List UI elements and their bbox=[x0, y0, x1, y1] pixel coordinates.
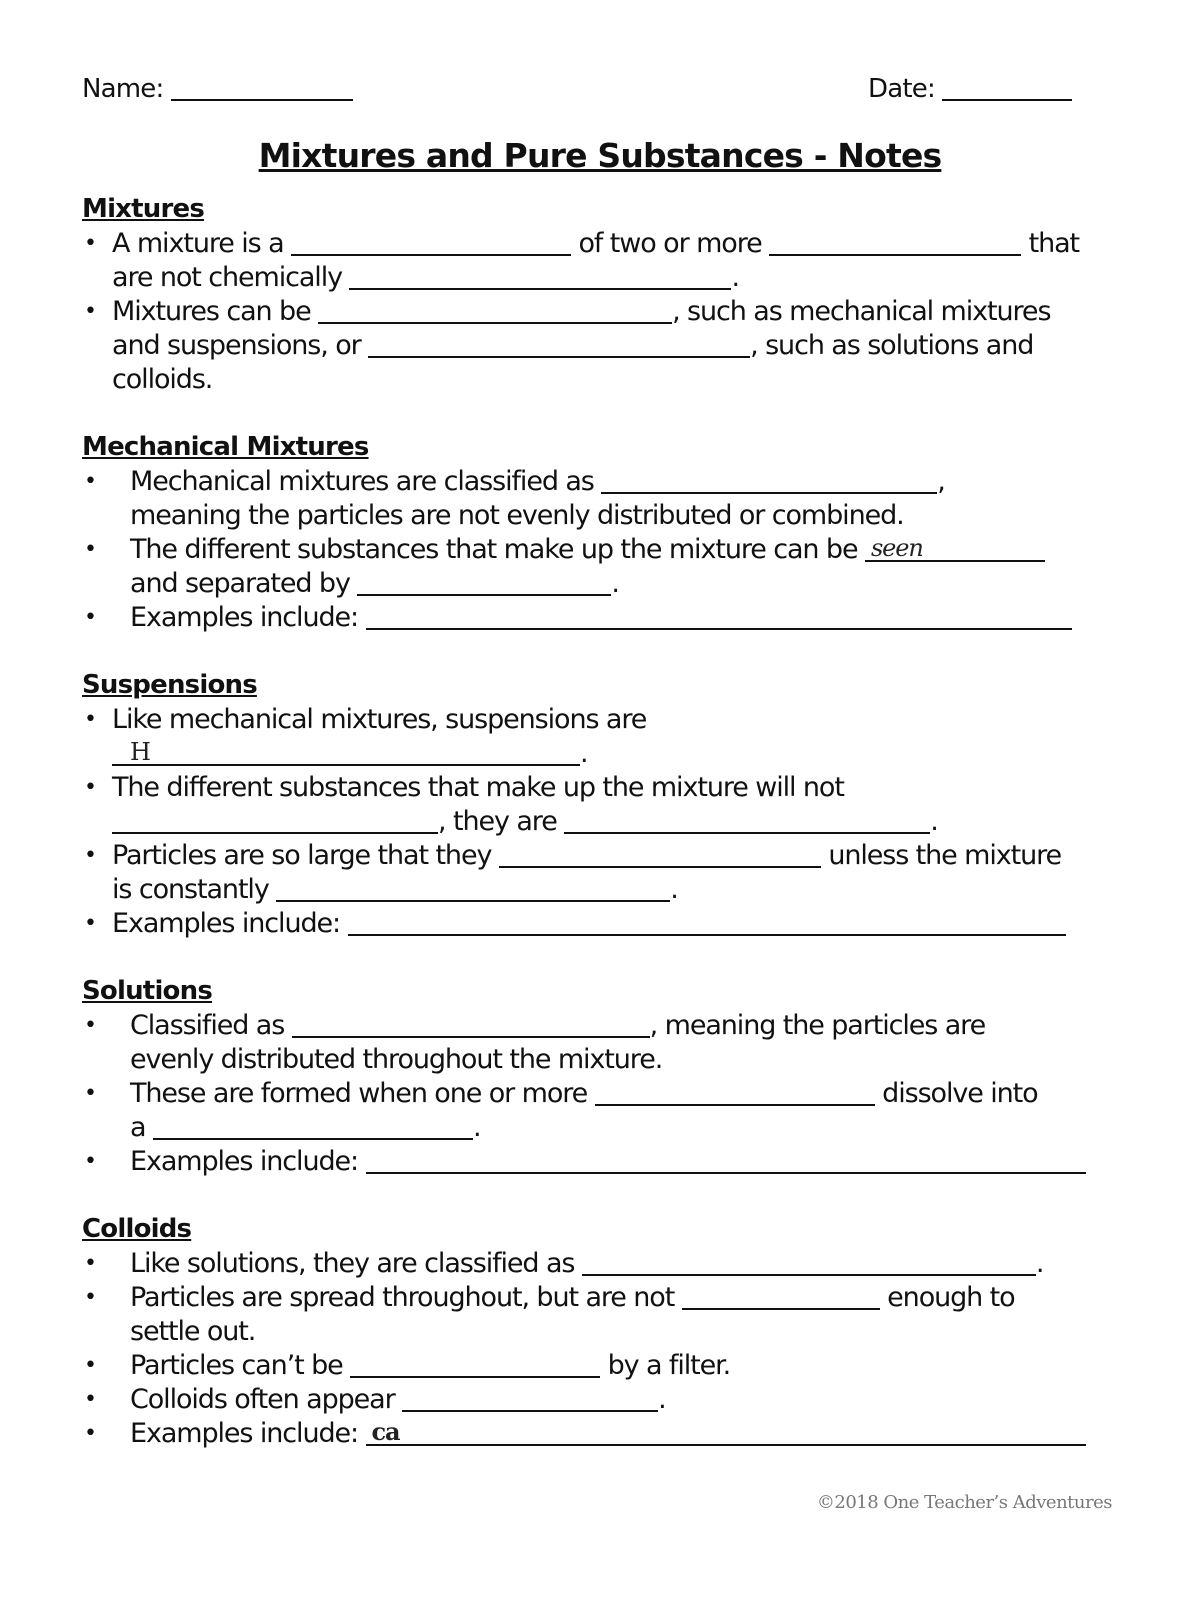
text: and suspensions, or bbox=[112, 330, 361, 361]
section-heading-suspensions: Suspensions bbox=[82, 670, 257, 700]
name-label: Name: bbox=[82, 74, 164, 104]
mixtures-b2-line2 bbox=[112, 330, 1033, 362]
copyright-footer: ©2018 One Teacher’s Adventures bbox=[816, 1492, 1112, 1513]
text: Mechanical mixtures are classified as bbox=[130, 466, 594, 497]
text: , such as mechanical mixtures bbox=[672, 296, 1051, 327]
solutions-b3 bbox=[130, 1146, 1086, 1178]
text: by a filter. bbox=[607, 1350, 731, 1381]
mixtures-b2-line1 bbox=[112, 296, 1050, 328]
blank-field[interactable] bbox=[112, 740, 580, 766]
text: . bbox=[930, 806, 938, 837]
text: . bbox=[731, 262, 739, 293]
mixtures-b1-line1 bbox=[112, 228, 1079, 260]
mechanical-b2-line1 bbox=[130, 534, 1045, 566]
section-heading-mixtures: Mixtures bbox=[82, 194, 205, 224]
text: Particles are spread throughout, but are not bbox=[130, 1282, 675, 1313]
mechanical-b2-line2 bbox=[130, 568, 619, 600]
text: Particles can’t be bbox=[130, 1350, 343, 1381]
colloids-b4 bbox=[130, 1384, 666, 1416]
mixtures-b2-line3: colloids. bbox=[112, 364, 213, 395]
bullet-icon: • bbox=[84, 299, 97, 324]
handwritten-answer: seen bbox=[870, 534, 923, 562]
blank-field[interactable] bbox=[366, 1148, 1086, 1174]
suspensions-b3-line1 bbox=[112, 840, 1061, 872]
section-heading-mechanical-mixtures: Mechanical Mixtures bbox=[82, 432, 369, 462]
text: Like solutions, they are classified as bbox=[130, 1248, 575, 1279]
text: and separated by bbox=[130, 568, 350, 599]
bullet-icon: • bbox=[84, 1149, 97, 1174]
mechanical-b1-line2: meaning the particles are not evenly distributed or combined. bbox=[130, 500, 904, 531]
bullet-icon: • bbox=[84, 775, 97, 800]
text: Mixtures can be bbox=[112, 296, 311, 327]
blank-field[interactable] bbox=[366, 1417, 1086, 1446]
section-heading-solutions: Solutions bbox=[82, 976, 212, 1006]
blank-field[interactable] bbox=[153, 1114, 473, 1140]
blank-field[interactable] bbox=[276, 876, 670, 902]
text: are not chemically bbox=[112, 262, 342, 293]
colloids-b5 bbox=[130, 1418, 1086, 1450]
blank-field[interactable] bbox=[112, 808, 438, 834]
solutions-b2-line1 bbox=[130, 1078, 1038, 1110]
text: , bbox=[937, 466, 945, 497]
solutions-b1-line2: evenly distributed throughout the mixture. bbox=[130, 1044, 663, 1075]
page-title: Mixtures and Pure Substances - Notes bbox=[258, 136, 942, 175]
blank-field[interactable] bbox=[601, 468, 937, 494]
blank-field[interactable] bbox=[292, 1012, 650, 1038]
text: , meaning the particles are bbox=[649, 1010, 986, 1041]
text: of two or more bbox=[578, 228, 762, 259]
colloids-b2-line1 bbox=[130, 1282, 1015, 1314]
name-blank[interactable] bbox=[171, 75, 353, 101]
bullet-icon: • bbox=[84, 1353, 97, 1378]
blank-field[interactable] bbox=[357, 570, 611, 596]
mixtures-b1-line2 bbox=[112, 262, 739, 294]
bullet-icon: • bbox=[84, 911, 97, 936]
text: that bbox=[1028, 228, 1080, 259]
text: , they are bbox=[438, 806, 557, 837]
blank-field[interactable] bbox=[368, 332, 750, 358]
name-row bbox=[82, 74, 353, 104]
handwritten-answer: ca bbox=[371, 1417, 400, 1446]
blank-field[interactable] bbox=[582, 1250, 1036, 1276]
text: These are formed when one or more bbox=[130, 1078, 588, 1109]
blank-field[interactable] bbox=[291, 230, 571, 256]
text: Classified as bbox=[130, 1010, 285, 1041]
colloids-b2-line2: settle out. bbox=[130, 1316, 256, 1347]
text: enough to bbox=[887, 1282, 1015, 1313]
text: Colloids often appear bbox=[130, 1384, 395, 1415]
suspensions-b1-line1: Like mechanical mixtures, suspensions are bbox=[112, 704, 647, 735]
blank-field[interactable] bbox=[564, 808, 930, 834]
text: dissolve into bbox=[882, 1078, 1038, 1109]
bullet-icon: • bbox=[84, 1013, 97, 1038]
mechanical-b1-line1 bbox=[130, 466, 945, 498]
blank-field[interactable] bbox=[366, 604, 1072, 630]
bullet-icon: • bbox=[84, 1285, 97, 1310]
blank-field[interactable] bbox=[499, 842, 821, 868]
suspensions-b2-line2 bbox=[112, 806, 938, 838]
text: a bbox=[130, 1112, 146, 1143]
text: . bbox=[611, 568, 619, 599]
blank-field[interactable] bbox=[349, 264, 731, 290]
text: Examples include: bbox=[112, 908, 341, 939]
text: The different substances that make up the mixture can be bbox=[130, 534, 858, 565]
bullet-icon: • bbox=[84, 1251, 97, 1276]
solutions-b2-line2 bbox=[130, 1112, 480, 1144]
bullet-icon: • bbox=[84, 707, 97, 732]
blank-field[interactable] bbox=[402, 1386, 658, 1412]
text: . bbox=[670, 874, 678, 905]
bullet-icon: • bbox=[84, 469, 97, 494]
blank-field[interactable] bbox=[318, 298, 672, 324]
blank-field[interactable] bbox=[350, 1352, 600, 1378]
suspensions-b2-line1: The different substances that make up the mixture will not bbox=[112, 772, 844, 803]
text: Particles are so large that they bbox=[112, 840, 492, 871]
text: . bbox=[1035, 1248, 1044, 1279]
bullet-icon: • bbox=[84, 605, 97, 630]
text: , such as solutions and bbox=[750, 330, 1034, 361]
suspensions-b3-line2 bbox=[112, 874, 678, 906]
solutions-b1-line1 bbox=[130, 1010, 985, 1042]
suspensions-b4 bbox=[112, 908, 1066, 940]
text: . bbox=[658, 1384, 666, 1415]
blank-field[interactable] bbox=[682, 1284, 880, 1310]
handwritten-answer: H bbox=[130, 738, 150, 766]
text: . bbox=[472, 1112, 481, 1143]
text: is constantly bbox=[112, 874, 269, 905]
date-blank[interactable] bbox=[942, 75, 1072, 101]
bullet-icon: • bbox=[84, 1081, 97, 1106]
text: A mixture is a bbox=[112, 228, 284, 259]
blank-field[interactable] bbox=[865, 536, 1045, 562]
date-label: Date: bbox=[868, 74, 935, 104]
text: unless the mixture bbox=[828, 840, 1062, 871]
blank-field[interactable] bbox=[769, 230, 1021, 256]
text: Examples include: bbox=[130, 1146, 359, 1177]
blank-field[interactable] bbox=[348, 910, 1066, 936]
colloids-b3 bbox=[130, 1350, 730, 1382]
text: Examples include: bbox=[130, 602, 359, 633]
mechanical-b3 bbox=[130, 602, 1072, 634]
suspensions-b1-line2 bbox=[112, 738, 587, 770]
blank-field[interactable] bbox=[595, 1080, 875, 1106]
bullet-icon: • bbox=[84, 537, 97, 562]
date-row bbox=[868, 74, 1072, 104]
section-heading-colloids: Colloids bbox=[82, 1214, 192, 1244]
bullet-icon: • bbox=[84, 843, 97, 868]
text: . bbox=[580, 738, 588, 769]
bullet-icon: • bbox=[84, 1421, 97, 1446]
text: Examples include: bbox=[130, 1418, 359, 1449]
colloids-b1 bbox=[130, 1248, 1043, 1280]
bullet-icon: • bbox=[84, 231, 97, 256]
bullet-icon: • bbox=[84, 1387, 97, 1412]
